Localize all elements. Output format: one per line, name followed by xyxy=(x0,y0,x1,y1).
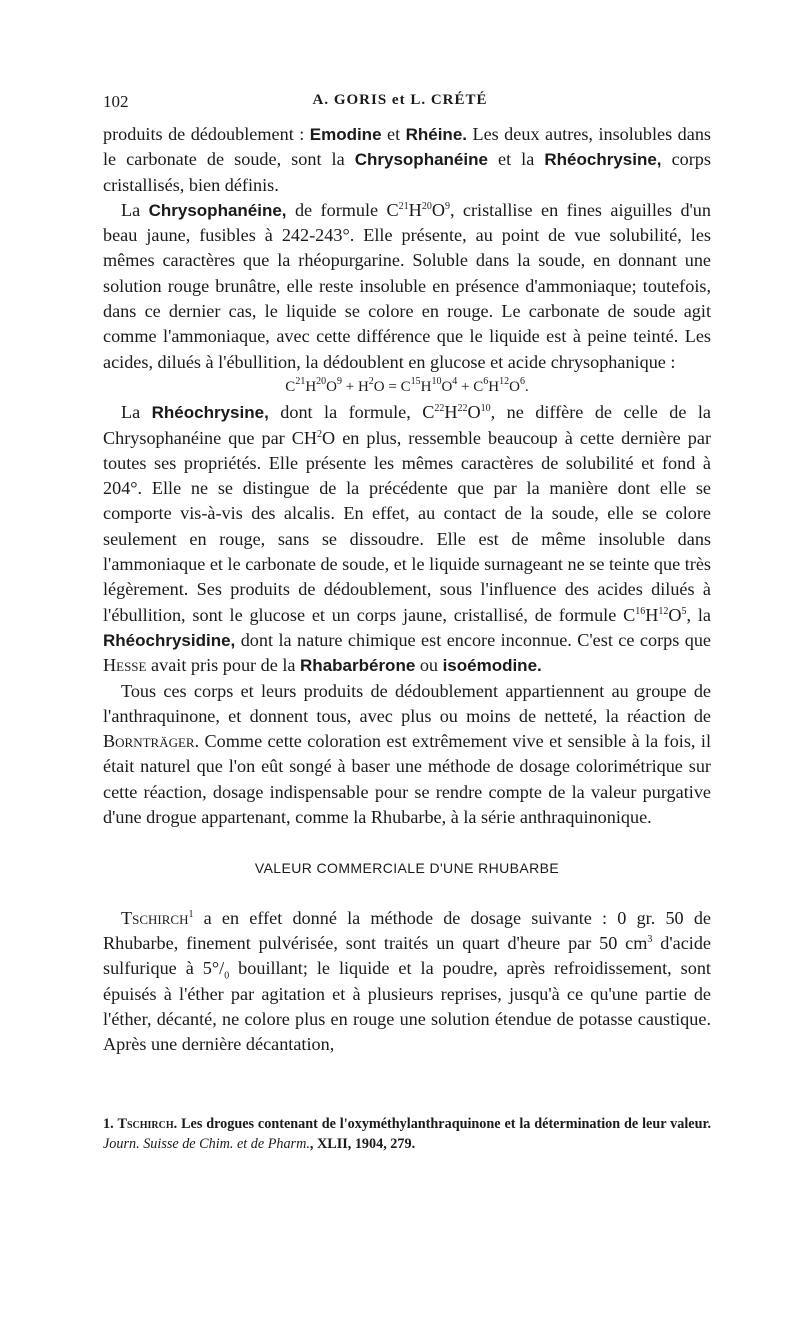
page-number: 102 xyxy=(103,92,129,111)
paragraph-tschirch-method: Tschirch$^1$ a en effet donné la méthode de dosage suivante : 0 gr. 50 de Rhubarbe, finement pulvérisée, sont traités un quart d'heure par 50 $cm^3$ d'acide sulfurique à $5^\circ/_0$ bouillant; le liquide et la poudre, après refroidissement, sont épuisés à l'éther par agitation et à plusieurs reprises, jusqu'à ce qu'une partie de l'éther, décanté, ne colore plus en rouge une solution étendue de potasse caustique. Après une dernière décantation, xyxy=(103,907,711,1055)
paragraph-rheochrysine: La Rhéochrysine, dont la formule, $C^{22}H^{22}O^{10}$, ne diffère de celle de la Chrysophanéine que par $CH^2O$ en plus, ressemble beaucoup à cette dernière par toutes ses propriétés. Elle présente les mêmes caractères de solubilité et fond à 204°. Elle ne se distingue de la précédente que par la manière dont elle se comporte vis-à-vis des alcalis. En effet, au contact de la soude, elle se colore seulement en rouge, sans se dissoudre. Elle est de même insoluble dans l'ammoniaque et le carbonate de soude, et le liquide surnageant ne se teinte que très légèrement. Ses produits de dédoublement, sous l'influence des acides dilués à l'ébullition, sont le glucose et un corps jaune, cristallisé, de formule $C^{16}H^{12}O^5$, la Rhéochrysidine, dont la nature chimique est encore inconnue. C'est ce corps que Hesse avait pris pour de la Rhabarbérone ou isoémodine. xyxy=(103,402,712,676)
footnote: 1. Tschirch. Les drogues contenant de l'oxyméthylanthraquinone et la détermination de leur valeur. Journ. Suisse de Chim. et de Pharm., XLII, 1904, 279. xyxy=(103,1116,711,1152)
section-title: VALEUR COMMERCIALE D'UNE RHUBARBE xyxy=(254,860,560,877)
body-text xyxy=(103,122,711,1057)
running-title: A. GORIS et L. CRÉTÉ xyxy=(312,92,488,108)
paragraph-anthraquinone: Tous ces corps et leurs produits de dédoublement appartiennent au groupe de l'anthraquinone, et donnent tous, avec plus ou moins de netteté, la réaction de Bornträger. Comme cette coloration est extrêmement vive et sensible à la fois, il était naturel que l'on eût songé à baser une méthode de dosage colorimétrique sur cette réaction, dosage indispensable pour se rendre compte de la valeur purgative d'une drogue appartenant, comme la Rhubarbe, à la série anthraquinonique. xyxy=(103,680,711,828)
chemical-equation: $C^{21}H^{20}O^9 + H^2O = C^{15}H^{10}O^4 + C^6H^{12}O^6$. xyxy=(285,375,529,395)
page-header xyxy=(0,92,800,116)
paragraph-1: produits de dédoublement : Emodine et Rhéine. Les deux autres, insolubles dans le carbonate de soude, sont la Chrysophanéine et la Rhéochrysine, corps cristallisés, bien définis. xyxy=(103,124,712,195)
paragraph-chrysophaneine: La Chrysophanéine, de formule $C^{21}H^{20}O^9$, cristallise en fines aiguilles d'un beau jaune, fusibles à 242-243°. Elle présente, au point de vue solubilité, les mêmes caractères que la rhéopurgarine. Soluble dans la soude, en donnant une solution rouge brunâtre, elle reste insoluble en présence d'ammoniaque; toutefois, dans ce dernier cas, le liquide se colore en rouge. Le carbonate de soude agit comme l'ammoniaque, avec cette différence que le liquide est à peine teinté. Les acides, dilués à l'ébullition, la dédoublent en glucose et acide chrysophanique : xyxy=(103,199,711,372)
